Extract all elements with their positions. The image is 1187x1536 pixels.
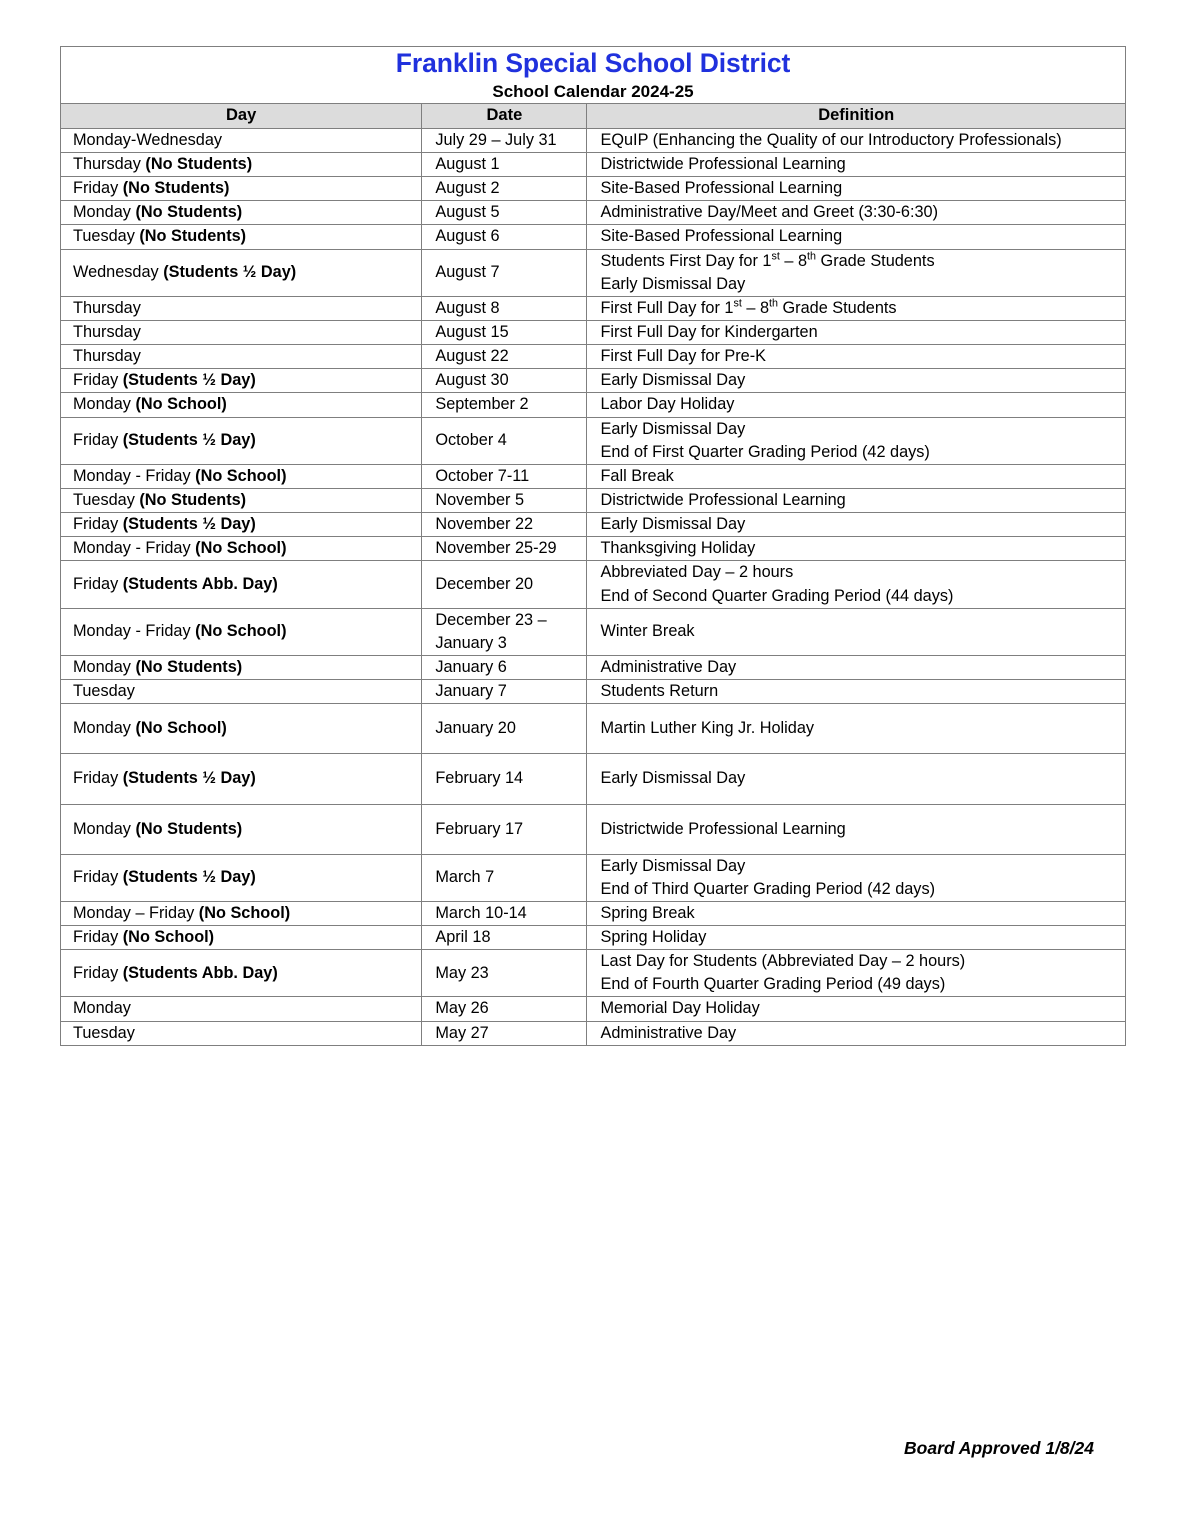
day-text: Friday	[73, 928, 123, 947]
cell-definition	[587, 926, 1126, 950]
definition-line: End of Fourth Quarter Grading Period (49 days)	[600, 975, 946, 994]
definition-line: Spring Holiday	[600, 928, 707, 947]
cell-day	[61, 680, 422, 704]
cell-day	[61, 901, 422, 925]
cell-day	[61, 296, 422, 320]
cell-day	[61, 320, 422, 344]
calendar-subtitle: School Calendar 2024-25	[492, 82, 694, 102]
cell-date: May 23	[422, 950, 587, 997]
definition-line: End of Second Quarter Grading Period (44 days)	[600, 586, 954, 605]
day-qualifier: (No Students)	[135, 819, 243, 838]
cell-day	[61, 488, 422, 512]
cell-date: November 25-29	[422, 537, 587, 561]
day-qualifier: (No Students)	[135, 203, 243, 222]
cell-definition	[587, 152, 1126, 176]
day-qualifier: (Students ½ Day)	[122, 515, 256, 534]
table-row	[61, 804, 1126, 854]
cell-date: October 4	[422, 417, 587, 464]
calendar-body	[61, 128, 1126, 1045]
cell-date: August 15	[422, 320, 587, 344]
cell-day	[61, 926, 422, 950]
table-row	[61, 296, 1126, 320]
table-row	[61, 997, 1126, 1021]
column-header-definition: Definition	[587, 104, 1126, 128]
cell-date: January 7	[422, 680, 587, 704]
cell-day	[61, 608, 422, 655]
cell-day	[61, 464, 422, 488]
definition-line: Site-Based Professional Learning	[600, 179, 843, 198]
definition-line: Administrative Day	[600, 1023, 737, 1042]
day-qualifier: (Students Abb. Day)	[122, 574, 278, 593]
day-qualifier: (No School)	[135, 395, 227, 414]
title-row	[61, 47, 1126, 104]
table-row	[61, 1021, 1126, 1045]
cell-definition	[587, 680, 1126, 704]
table-row	[61, 513, 1126, 537]
definition-line: Winter Break	[600, 622, 695, 641]
cell-definition	[587, 704, 1126, 754]
cell-date: February 14	[422, 754, 587, 804]
cell-definition	[587, 296, 1126, 320]
definition-line: End of First Quarter Grading Period (42 days)	[600, 442, 930, 461]
day-qualifier: (No School)	[195, 622, 287, 641]
cell-date: March 7	[422, 854, 587, 901]
definition-line: Districtwide Professional Learning	[600, 490, 846, 509]
definition-line: Students Return	[600, 682, 719, 701]
cell-day	[61, 804, 422, 854]
cell-definition	[587, 464, 1126, 488]
day-text: Friday	[73, 769, 123, 788]
cell-day	[61, 754, 422, 804]
cell-definition	[587, 1021, 1126, 1045]
cell-day	[61, 201, 422, 225]
definition-line: Labor Day Holiday	[600, 395, 735, 414]
table-row	[61, 249, 1126, 296]
definition-line: Early Dismissal Day	[600, 419, 746, 438]
day-text: Monday	[73, 657, 136, 676]
table-row	[61, 152, 1126, 176]
day-text: Thursday	[73, 322, 141, 341]
table-row	[61, 345, 1126, 369]
cell-definition	[587, 177, 1126, 201]
table-row	[61, 680, 1126, 704]
cell-day	[61, 950, 422, 997]
cell-date: October 7-11	[422, 464, 587, 488]
day-text: Thursday	[73, 154, 146, 173]
definition-line: Districtwide Professional Learning	[600, 819, 846, 838]
day-text: Monday-Wednesday	[73, 130, 223, 149]
board-approval-note: Board Approved 1/8/24	[904, 1438, 1094, 1458]
day-text: Monday - Friday	[73, 539, 196, 558]
table-row	[61, 225, 1126, 249]
day-qualifier: (Students ½ Day)	[122, 868, 256, 887]
calendar-page	[60, 46, 1126, 1046]
day-text: Friday	[73, 431, 123, 450]
cell-day	[61, 152, 422, 176]
table-row	[61, 901, 1126, 925]
definition-line: EQuIP (Enhancing the Quality of our Introductory Professionals)	[600, 130, 1062, 149]
cell-day	[61, 704, 422, 754]
definition-line: Early Dismissal Day	[600, 856, 746, 875]
cell-date: May 26	[422, 997, 587, 1021]
day-text: Thursday	[73, 298, 141, 317]
cell-date: January 20	[422, 704, 587, 754]
cell-day	[61, 1021, 422, 1045]
day-qualifier: (No Students)	[139, 227, 247, 246]
cell-day	[61, 225, 422, 249]
table-row	[61, 608, 1126, 655]
day-qualifier: (Students ½ Day)	[122, 769, 256, 788]
definition-line: Early Dismissal Day	[600, 769, 746, 788]
table-row	[61, 464, 1126, 488]
day-text: Tuesday	[73, 1023, 135, 1042]
cell-definition	[587, 950, 1126, 997]
cell-day	[61, 249, 422, 296]
day-qualifier: (No Students)	[122, 179, 230, 198]
cell-definition	[587, 345, 1126, 369]
table-row	[61, 177, 1126, 201]
cell-definition	[587, 854, 1126, 901]
cell-definition	[587, 997, 1126, 1021]
cell-date: November 5	[422, 488, 587, 512]
definition-line: Memorial Day Holiday	[600, 999, 760, 1018]
definition-line: Districtwide Professional Learning	[600, 154, 846, 173]
definition-line: First Full Day for Pre-K	[600, 347, 767, 366]
definition-line: Thanksgiving Holiday	[600, 539, 756, 558]
cell-definition	[587, 804, 1126, 854]
definition-line: Administrative Day	[600, 657, 737, 676]
cell-definition	[587, 608, 1126, 655]
definition-line: Last Day for Students (Abbreviated Day – 2 hours)	[600, 952, 966, 971]
day-qualifier: (Students ½ Day)	[122, 371, 256, 390]
definition-line: Students First Day for 1st – 8th Grade Students	[600, 250, 935, 270]
day-text: Tuesday	[73, 227, 140, 246]
cell-day	[61, 561, 422, 608]
cell-day	[61, 369, 422, 393]
day-text: Friday	[73, 574, 123, 593]
column-header-row	[61, 104, 1126, 128]
table-row	[61, 417, 1126, 464]
column-header-date: Date	[422, 104, 587, 128]
definition-line: Administrative Day/Meet and Greet (3:30-6:30)	[600, 203, 939, 222]
cell-definition	[587, 901, 1126, 925]
day-qualifier: (Students Abb. Day)	[122, 963, 278, 982]
day-qualifier: (No Students)	[135, 657, 243, 676]
definition-line: First Full Day for Kindergarten	[600, 322, 818, 341]
day-qualifier: (No Students)	[139, 490, 247, 509]
cell-definition	[587, 128, 1126, 152]
cell-date: July 29 – July 31	[422, 128, 587, 152]
cell-day	[61, 393, 422, 417]
cell-date: December 23 – January 3	[422, 608, 587, 655]
cell-definition	[587, 754, 1126, 804]
day-qualifier: (No School)	[195, 466, 287, 485]
cell-definition	[587, 655, 1126, 679]
day-text: Monday - Friday	[73, 466, 196, 485]
day-text: Monday	[73, 819, 136, 838]
day-qualifier: (No School)	[195, 539, 287, 558]
day-text: Monday	[73, 395, 136, 414]
cell-day	[61, 128, 422, 152]
cell-definition	[587, 201, 1126, 225]
cell-date: August 1	[422, 152, 587, 176]
table-row	[61, 488, 1126, 512]
day-text: Monday – Friday	[73, 903, 199, 922]
day-qualifier: (No Students)	[145, 154, 253, 173]
day-text: Friday	[73, 963, 123, 982]
table-row	[61, 926, 1126, 950]
column-header-day: Day	[61, 104, 422, 128]
cell-day	[61, 997, 422, 1021]
cell-definition	[587, 249, 1126, 296]
cell-definition	[587, 320, 1126, 344]
table-row	[61, 128, 1126, 152]
cell-date: November 22	[422, 513, 587, 537]
cell-date: August 7	[422, 249, 587, 296]
cell-definition	[587, 369, 1126, 393]
cell-date: August 30	[422, 369, 587, 393]
definition-line: Abbreviated Day – 2 hours	[600, 563, 794, 582]
cell-date: March 10-14	[422, 901, 587, 925]
cell-date: August 2	[422, 177, 587, 201]
cell-definition	[587, 513, 1126, 537]
day-text: Wednesday	[73, 263, 164, 282]
cell-day	[61, 177, 422, 201]
cell-day	[61, 655, 422, 679]
definition-line: Martin Luther King Jr. Holiday	[600, 719, 815, 738]
definition-line: Fall Break	[600, 466, 674, 485]
cell-day	[61, 417, 422, 464]
table-row	[61, 655, 1126, 679]
table-row	[61, 754, 1126, 804]
cell-day	[61, 537, 422, 561]
cell-date: December 20	[422, 561, 587, 608]
day-qualifier: (No School)	[122, 928, 215, 947]
table-row	[61, 369, 1126, 393]
table-row	[61, 393, 1126, 417]
cell-date: August 22	[422, 345, 587, 369]
cell-date: February 17	[422, 804, 587, 854]
cell-definition	[587, 561, 1126, 608]
cell-date: May 27	[422, 1021, 587, 1045]
cell-date: April 18	[422, 926, 587, 950]
day-text: Monday	[73, 203, 136, 222]
day-text: Friday	[73, 371, 123, 390]
cell-definition	[587, 417, 1126, 464]
day-text: Monday	[73, 999, 131, 1018]
day-text: Monday - Friday	[73, 622, 196, 641]
table-row	[61, 704, 1126, 754]
cell-definition	[587, 488, 1126, 512]
document-title-cell	[61, 47, 1126, 104]
cell-day	[61, 513, 422, 537]
table-row	[61, 561, 1126, 608]
definition-line: Spring Break	[600, 903, 695, 922]
day-text: Tuesday	[73, 682, 135, 701]
definition-line: Early Dismissal Day	[600, 515, 746, 534]
table-row	[61, 854, 1126, 901]
definition-line: Early Dismissal Day	[600, 371, 746, 390]
day-text: Friday	[73, 179, 123, 198]
cell-definition	[587, 537, 1126, 561]
cell-day	[61, 345, 422, 369]
day-qualifier: (Students ½ Day)	[122, 431, 256, 450]
cell-date: August 6	[422, 225, 587, 249]
table-row	[61, 201, 1126, 225]
day-text: Friday	[73, 515, 123, 534]
cell-date: January 6	[422, 655, 587, 679]
definition-line: Early Dismissal Day	[600, 274, 746, 293]
cell-definition	[587, 393, 1126, 417]
cell-date: August 5	[422, 201, 587, 225]
day-text: Monday	[73, 719, 136, 738]
day-text: Thursday	[73, 347, 141, 366]
table-row	[61, 537, 1126, 561]
cell-date: September 2	[422, 393, 587, 417]
day-qualifier: (No School)	[198, 903, 291, 922]
cell-date: August 8	[422, 296, 587, 320]
school-calendar-table	[60, 46, 1126, 1046]
day-text: Tuesday	[73, 490, 140, 509]
cell-day	[61, 854, 422, 901]
day-text: Friday	[73, 868, 123, 887]
district-name: Franklin Special School District	[395, 48, 791, 78]
day-qualifier: (No School)	[135, 719, 227, 738]
table-row	[61, 320, 1126, 344]
day-qualifier: (Students ½ Day)	[163, 263, 297, 282]
cell-definition	[587, 225, 1126, 249]
definition-line: Site-Based Professional Learning	[600, 227, 843, 246]
definition-line: End of Third Quarter Grading Period (42 days)	[600, 879, 936, 898]
definition-line: First Full Day for 1st – 8th Grade Students	[600, 297, 897, 317]
table-row	[61, 950, 1126, 997]
